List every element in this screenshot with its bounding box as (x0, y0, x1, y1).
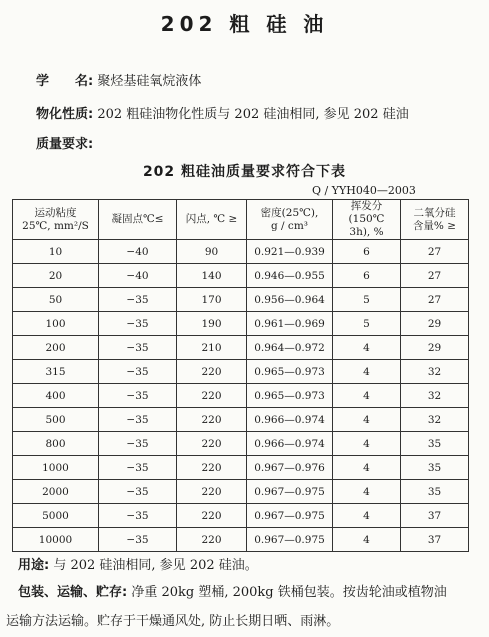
usage-value: 与 202 硅油相同, 参见 202 硅油。 (53, 558, 258, 573)
column-header-line-1: 密度(25℃), (260, 206, 319, 219)
packaging-label: 包装、运输、贮存: (18, 585, 128, 600)
table-cell: 500 (13, 408, 99, 432)
chem-name-label: 学 名: (36, 74, 94, 89)
table-cell: 0.966—0.974 (247, 408, 333, 432)
table-cell: 220 (177, 408, 247, 432)
table-cell: 220 (177, 504, 247, 528)
table-cell: 29 (401, 312, 469, 336)
table-row (13, 528, 469, 552)
table-cell: 0.965—0.973 (247, 360, 333, 384)
chem-name-value: 聚烃基硅氧烷液体 (97, 74, 202, 89)
table-cell: 4 (333, 360, 401, 384)
table-cell: 200 (13, 336, 99, 360)
column-header (99, 200, 177, 240)
table-row (13, 312, 469, 336)
table-row (13, 264, 469, 288)
standard-code: Q / YYH040—2003 (312, 184, 416, 197)
packaging-value: 净重 20kg 塑桶, 200kg 铁桶包装。按齿轮油或植物油 (131, 585, 447, 600)
table-cell: 1000 (13, 456, 99, 480)
table-cell: −35 (99, 288, 177, 312)
table-cell: 50 (13, 288, 99, 312)
table-row (13, 480, 469, 504)
table-cell: 37 (401, 504, 469, 528)
column-header-line-1: 二氧分硅 (413, 206, 456, 219)
table-cell: 29 (401, 336, 469, 360)
table-cell: 10 (13, 240, 99, 264)
column-header (177, 200, 247, 240)
table-cell: 4 (333, 480, 401, 504)
table-row (13, 384, 469, 408)
table-cell: 27 (401, 240, 469, 264)
table-cell: 220 (177, 432, 247, 456)
properties-line (36, 103, 409, 122)
table-cell: −35 (99, 360, 177, 384)
table-cell: 0.966—0.974 (247, 432, 333, 456)
column-header (247, 200, 333, 240)
table-cell: 0.967—0.976 (247, 456, 333, 480)
usage-label: 用途: (18, 558, 50, 573)
table-cell: 0.956—0.964 (247, 288, 333, 312)
table-cell: 0.965—0.973 (247, 384, 333, 408)
table-row (13, 504, 469, 528)
table-cell: 400 (13, 384, 99, 408)
table-row (13, 288, 469, 312)
table-cell: 5000 (13, 504, 99, 528)
column-header (401, 200, 469, 240)
column-header (13, 200, 99, 240)
table-cell: 35 (401, 480, 469, 504)
table-cell: 4 (333, 432, 401, 456)
table-cell: 32 (401, 384, 469, 408)
table-cell: 220 (177, 528, 247, 552)
quality-line (36, 133, 93, 152)
table-row (13, 336, 469, 360)
table-cell: 140 (177, 264, 247, 288)
table-cell: 190 (177, 312, 247, 336)
table-cell: 27 (401, 288, 469, 312)
column-header-line-1: 闪点, ℃ ≥ (185, 213, 238, 225)
column-header-line-2: 25℃, mm²/S (22, 219, 89, 232)
table-cell: 170 (177, 288, 247, 312)
table-cell: 210 (177, 336, 247, 360)
table-cell: 0.967—0.975 (247, 480, 333, 504)
column-header (333, 200, 401, 240)
table-cell: −35 (99, 432, 177, 456)
quality-label: 质量要求: (36, 137, 94, 152)
table-cell: 0.921—0.939 (247, 240, 333, 264)
table-title: 202 粗硅油质量要求符合下表 (142, 164, 347, 180)
usage-line (18, 554, 258, 573)
table-row (13, 408, 469, 432)
page-title: 202 粗 硅 油 (160, 12, 329, 36)
table-cell: 0.967—0.975 (247, 528, 333, 552)
table-cell: 35 (401, 432, 469, 456)
table-cell: 90 (177, 240, 247, 264)
properties-value: 202 粗硅油物化性质与 202 硅油相同, 参见 202 硅油 (97, 107, 409, 122)
table-cell: −35 (99, 384, 177, 408)
table-cell: 20 (13, 264, 99, 288)
table-cell: 220 (177, 360, 247, 384)
table-cell: 6 (333, 264, 401, 288)
table-cell: 10000 (13, 528, 99, 552)
table-header-row (13, 200, 469, 240)
table-cell: 220 (177, 456, 247, 480)
table-cell: 315 (13, 360, 99, 384)
table-cell: 2000 (13, 480, 99, 504)
table-cell: −40 (99, 240, 177, 264)
table-cell: 32 (401, 408, 469, 432)
table-cell: −35 (99, 480, 177, 504)
column-header-line-1: 挥发分(150℃ (348, 200, 385, 225)
packaging-line (18, 581, 447, 600)
table-cell: 800 (13, 432, 99, 456)
table-cell: 0.946—0.955 (247, 264, 333, 288)
column-header-line-2: g / cm³ (271, 219, 308, 232)
table-cell: −35 (99, 456, 177, 480)
table-cell: 6 (333, 240, 401, 264)
table-cell: 0.961—0.969 (247, 312, 333, 336)
quality-table (12, 199, 469, 552)
table-cell: −35 (99, 408, 177, 432)
column-header-line-1: 凝固点℃≤ (111, 213, 164, 225)
table-cell: 37 (401, 528, 469, 552)
column-header-line-2: 3h), % (349, 226, 384, 238)
table-cell: −40 (99, 264, 177, 288)
table-cell: 220 (177, 384, 247, 408)
table-cell: 100 (13, 312, 99, 336)
table-cell: 5 (333, 288, 401, 312)
table-cell: 5 (333, 312, 401, 336)
column-header-line-2: 含量% ≥ (412, 219, 457, 232)
table-cell: 27 (401, 264, 469, 288)
table-cell: −35 (99, 336, 177, 360)
table-cell: 4 (333, 456, 401, 480)
table-cell: 220 (177, 480, 247, 504)
table-cell: −35 (99, 528, 177, 552)
packaging-line-2: 运输方法运输。贮存于干燥通风处, 防止长期日晒、雨淋。 (6, 614, 340, 629)
table-row (13, 456, 469, 480)
properties-label: 物化性质: (36, 107, 94, 122)
table-row (13, 240, 469, 264)
table-row (13, 360, 469, 384)
table-cell: 0.967—0.975 (247, 504, 333, 528)
table-body (13, 240, 469, 552)
table-cell: 4 (333, 408, 401, 432)
table-cell: −35 (99, 312, 177, 336)
chem-name-line (36, 70, 201, 89)
table-cell: 35 (401, 456, 469, 480)
table-cell: 4 (333, 384, 401, 408)
table-cell: 32 (401, 360, 469, 384)
table-row (13, 432, 469, 456)
column-header-line-1: 运动粘度 (34, 206, 77, 219)
table-cell: 4 (333, 528, 401, 552)
table-cell: −35 (99, 504, 177, 528)
table-cell: 4 (333, 504, 401, 528)
table-cell: 0.964—0.972 (247, 336, 333, 360)
table-cell: 4 (333, 336, 401, 360)
